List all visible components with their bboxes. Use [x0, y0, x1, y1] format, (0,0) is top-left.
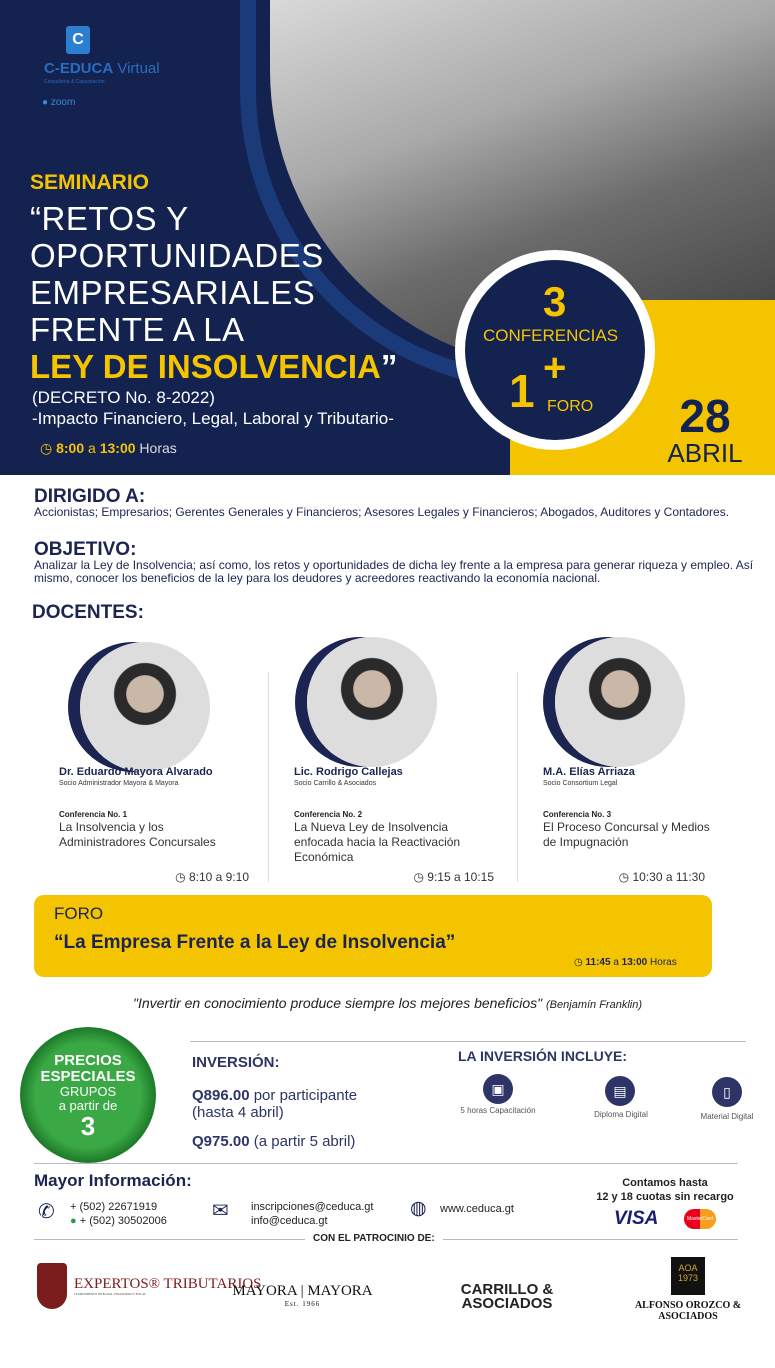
speaker-card: Lic. Rodrigo Callejas Socio Carrillo & Asociados Conferencia No. 2 La Nueva Ley de Insolvencia enfocada hacia la Reactivación Económica ◷ 9:15 a 10:15 — [294, 766, 494, 884]
sponsor-logo: CARRILLO & ASOCIADOS — [460, 1281, 554, 1312]
phones: + (502) 22671919 ● + (502) 30502006 — [70, 1201, 167, 1227]
visa-logo: VISA — [614, 1208, 659, 1229]
speaker-card: M.A. Elías Arriaza Socio Consortium Legal Conferencia No. 3 El Proceso Concursal y Medios de Impugnación ◷ 10:30 a 11:30 — [543, 766, 710, 884]
sponsors-heading: CON EL PATROCINIO DE: — [305, 1233, 443, 1244]
zoom-logo: ● zoom — [42, 97, 76, 108]
date-day: 28 — [679, 390, 731, 442]
seminar-kicker: SEMINARIO — [30, 171, 150, 194]
expertos-shield-icon — [37, 1263, 67, 1309]
contact-heading: Mayor Información: — [34, 1171, 192, 1190]
presentation-icon: ▣ — [483, 1074, 513, 1104]
decree: (DECRETO No. 8-2022) — [32, 388, 215, 407]
schedule: ◷ 8:00 a 13:00 Horas — [40, 440, 177, 456]
globe-icon: ◍ — [410, 1198, 427, 1219]
incluye-label: 5 horas Capacitación — [460, 1106, 536, 1115]
subtitle: -Impacto Financiero, Legal, Laboral y Tributario- — [32, 409, 394, 428]
speaker-photo — [80, 642, 210, 772]
objetivo-heading: OBJETIVO: — [34, 539, 137, 560]
whatsapp-icon: ● — [70, 1215, 77, 1227]
foro-box: FORO “La Empresa Frente a la Ley de Insolvencia” ◷ 11:45 a 13:00 Horas — [34, 895, 712, 977]
website-link[interactable]: www.ceduca.gt — [440, 1203, 514, 1215]
clock-icon: ◷ — [40, 440, 53, 456]
sponsor-logo: EXPERTOS® TRIBUTARIOS CUMPLIMIENTO INTEGRAL, FINANCIERO Y FISCAL — [74, 1276, 262, 1296]
incluye-heading: LA INVERSIÓN INCLUYE: — [458, 1048, 628, 1064]
brand-logo: C-EDUCA Virtual — [44, 60, 160, 77]
payment-info: Contamos hasta 12 y 18 cuotas sin recargo — [596, 1177, 734, 1203]
seminar-title: “RETOS Y OPORTUNIDADES EMPRESARIALES FRENTE A LA LEY DE INSOLVENCIA” — [30, 200, 398, 385]
brand-sub: Consultoría & Capacitación — [44, 79, 105, 85]
price-2: Q975.00 (a partir 5 abril) — [192, 1133, 356, 1150]
divider — [517, 672, 518, 882]
mastercard-logo: MasterCard — [684, 1209, 716, 1229]
date-month: ABRIL — [667, 438, 743, 468]
incluye-label: Diploma Digital — [594, 1110, 648, 1119]
emails[interactable]: inscripciones@ceduca.gt info@ceduca.gt — [251, 1201, 374, 1227]
inversion-heading: INVERSIÓN: — [192, 1054, 280, 1071]
diploma-icon: ▤ — [605, 1076, 635, 1106]
docentes-heading: DOCENTES: — [32, 602, 144, 623]
phone-icon: ✆ — [38, 1201, 55, 1223]
group-pricing-badge: PRECIOS ESPECIALES GRUPOS a partir de 3 — [20, 1027, 156, 1163]
dirigido-text: Accionistas; Empresarios; Gerentes Generales y Financieros; Asesores Legales y Financieros; Abogados, Auditores y Contadores. — [34, 505, 730, 519]
speaker-photo — [555, 637, 685, 767]
divider — [34, 1163, 738, 1164]
conference-badge: 3 CONFERENCIAS + 1 FORO — [455, 250, 655, 450]
hero-banner — [0, 0, 775, 475]
ceduca-logo-icon: C — [66, 26, 90, 54]
dirigido-heading: DIRIGIDO A: — [34, 486, 146, 507]
sponsor-logo: MAYORA | MAYORA Est. 1966 — [232, 1283, 373, 1308]
speaker-photo — [307, 637, 437, 767]
price-1: Q896.00 por participante (hasta 4 abril) — [192, 1087, 358, 1121]
book-icon: ▯ — [712, 1077, 742, 1107]
objetivo-text: Analizar la Ley de Insolvencia; así como, los retos y oportunidades de dicha ley frente a la empresa para generar riqueza y empleo. Así mismo, conocer los beneficios de la ley para los deudores y acreedores reactivando la economía nacional. — [34, 558, 754, 585]
sponsor-logo: ALFONSO OROZCO & ASOCIADOS — [634, 1300, 742, 1322]
incluye-label: Material Digital — [700, 1112, 754, 1121]
aoa-badge: AOA 1973 — [671, 1257, 705, 1295]
speaker-card: Dr. Eduardo Mayora Alvarado Socio Administrador Mayora & Mayora Conferencia No. 1 La Insolvencia y los Administradores Concursales ◷ 8:10 a 9:10 — [59, 766, 249, 884]
quote: "Invertir en conocimiento produce siempre los mejores beneficios" (Benjamín Franklin) — [132, 995, 642, 1011]
email-icon: ✉ — [212, 1200, 229, 1222]
divider — [268, 672, 269, 882]
divider — [190, 1041, 746, 1042]
